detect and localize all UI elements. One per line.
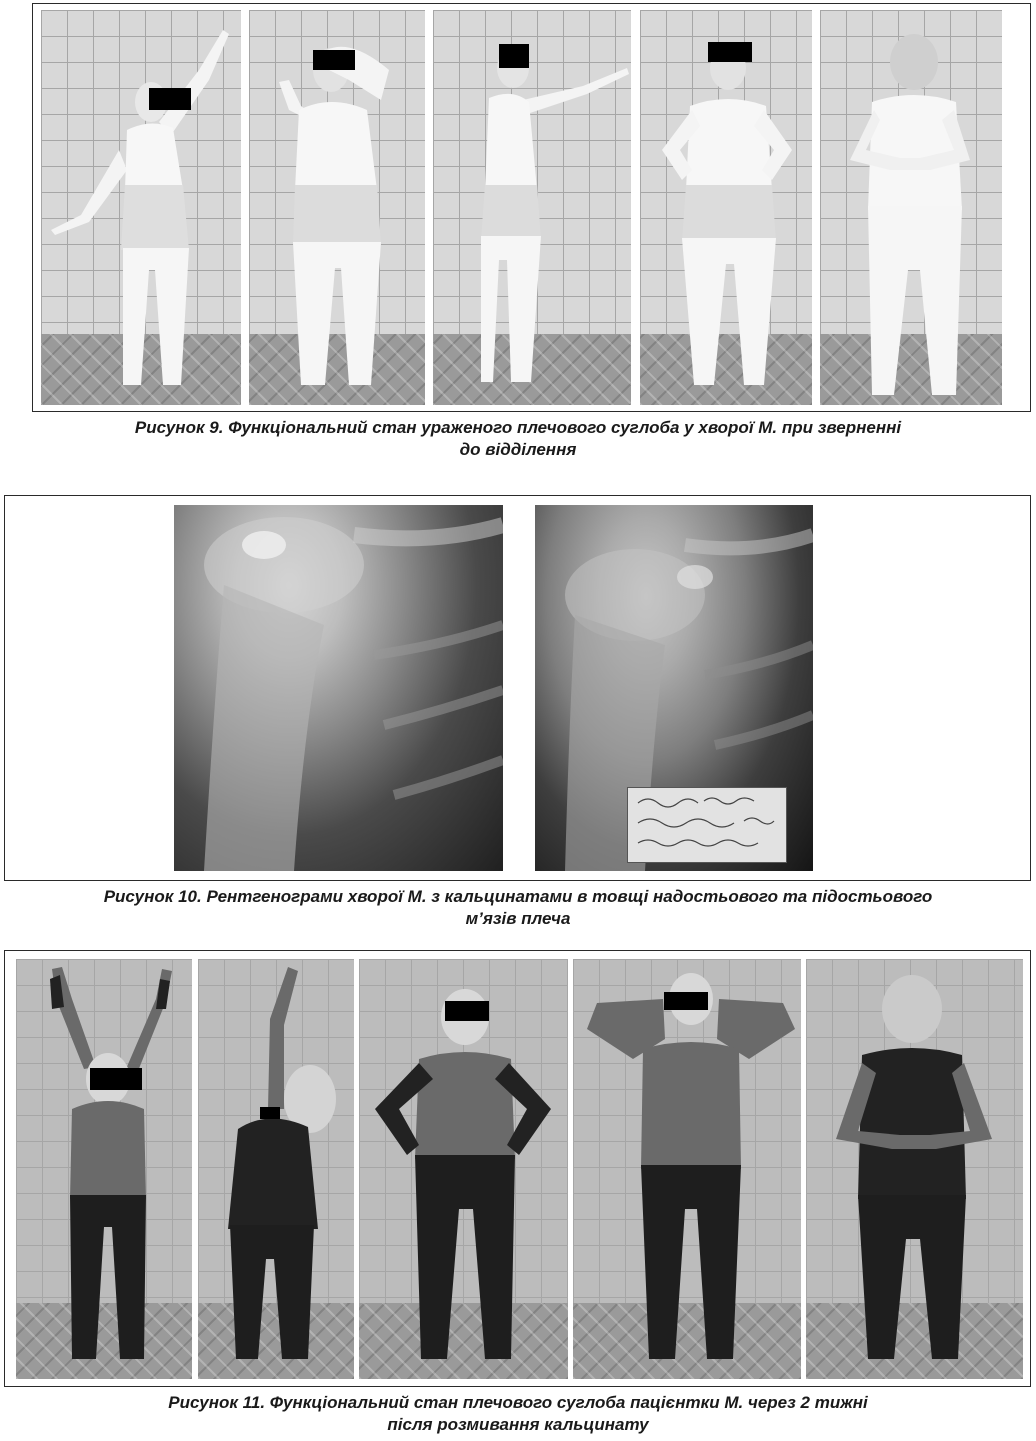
figure-10-frame <box>4 495 1031 881</box>
face-censor-bar <box>445 1001 489 1021</box>
face-censor-bar <box>664 992 708 1010</box>
face-censor-bar <box>149 88 191 110</box>
face-censor-bar <box>313 50 355 70</box>
xray-right <box>535 505 813 871</box>
face-censor-bar <box>260 1107 280 1119</box>
shoulder-xray-icon <box>174 505 503 871</box>
fig11-photo-2 <box>198 959 354 1379</box>
caption-line: м’язів плеча <box>465 909 571 928</box>
fig11-photo-5 <box>806 959 1023 1379</box>
caption-line: Рисунок 10. Рентгенограми хворої М. з кальцинатами в товщі надостьового та підостьового <box>103 887 933 906</box>
patient-arm-forward-icon <box>433 10 631 405</box>
figure-9-caption <box>0 417 1036 461</box>
caption-line: Рисунок 11. Функціональний стан плечового суглоба пацієнтки М. через 2 тижні <box>168 1393 868 1412</box>
caption-line: Рисунок 9. Функціональний стан ураженого плечового суглоба у хворої М. при зверненні <box>134 418 902 437</box>
fig9-photo-3 <box>433 10 631 405</box>
fig9-photo-5 <box>820 10 1002 405</box>
fig9-photo-1 <box>41 10 241 405</box>
patient-arm-raised-icon <box>41 10 241 405</box>
patient-arms-raised-icon <box>16 959 192 1379</box>
patient-arm-raised-profile-icon <box>198 959 354 1379</box>
fig11-photo-3 <box>359 959 568 1379</box>
patient-hands-on-hips-icon <box>640 10 812 405</box>
film-label-sticker <box>627 787 787 863</box>
fig9-photo-2 <box>249 10 425 405</box>
fig11-photo-1 <box>16 959 192 1379</box>
figure-10-caption <box>0 886 1036 930</box>
fig9-photo-4 <box>640 10 812 405</box>
face-censor-bar <box>708 42 752 62</box>
patient-hands-on-hips-icon <box>359 959 568 1379</box>
caption-line: після розмивання кальцинату <box>387 1415 649 1434</box>
patient-hands-behind-back-icon <box>820 10 1002 405</box>
handwriting-scribble-icon <box>634 791 780 853</box>
patient-hands-behind-back-icon <box>806 959 1023 1379</box>
patient-hands-behind-head-icon <box>573 959 801 1379</box>
face-censor-bar <box>90 1068 142 1090</box>
face-censor-bar <box>499 44 529 68</box>
caption-line: до відділення <box>459 440 577 459</box>
xray-left <box>174 505 503 871</box>
figure-11-caption <box>0 1392 1036 1436</box>
fig11-photo-4 <box>573 959 801 1379</box>
